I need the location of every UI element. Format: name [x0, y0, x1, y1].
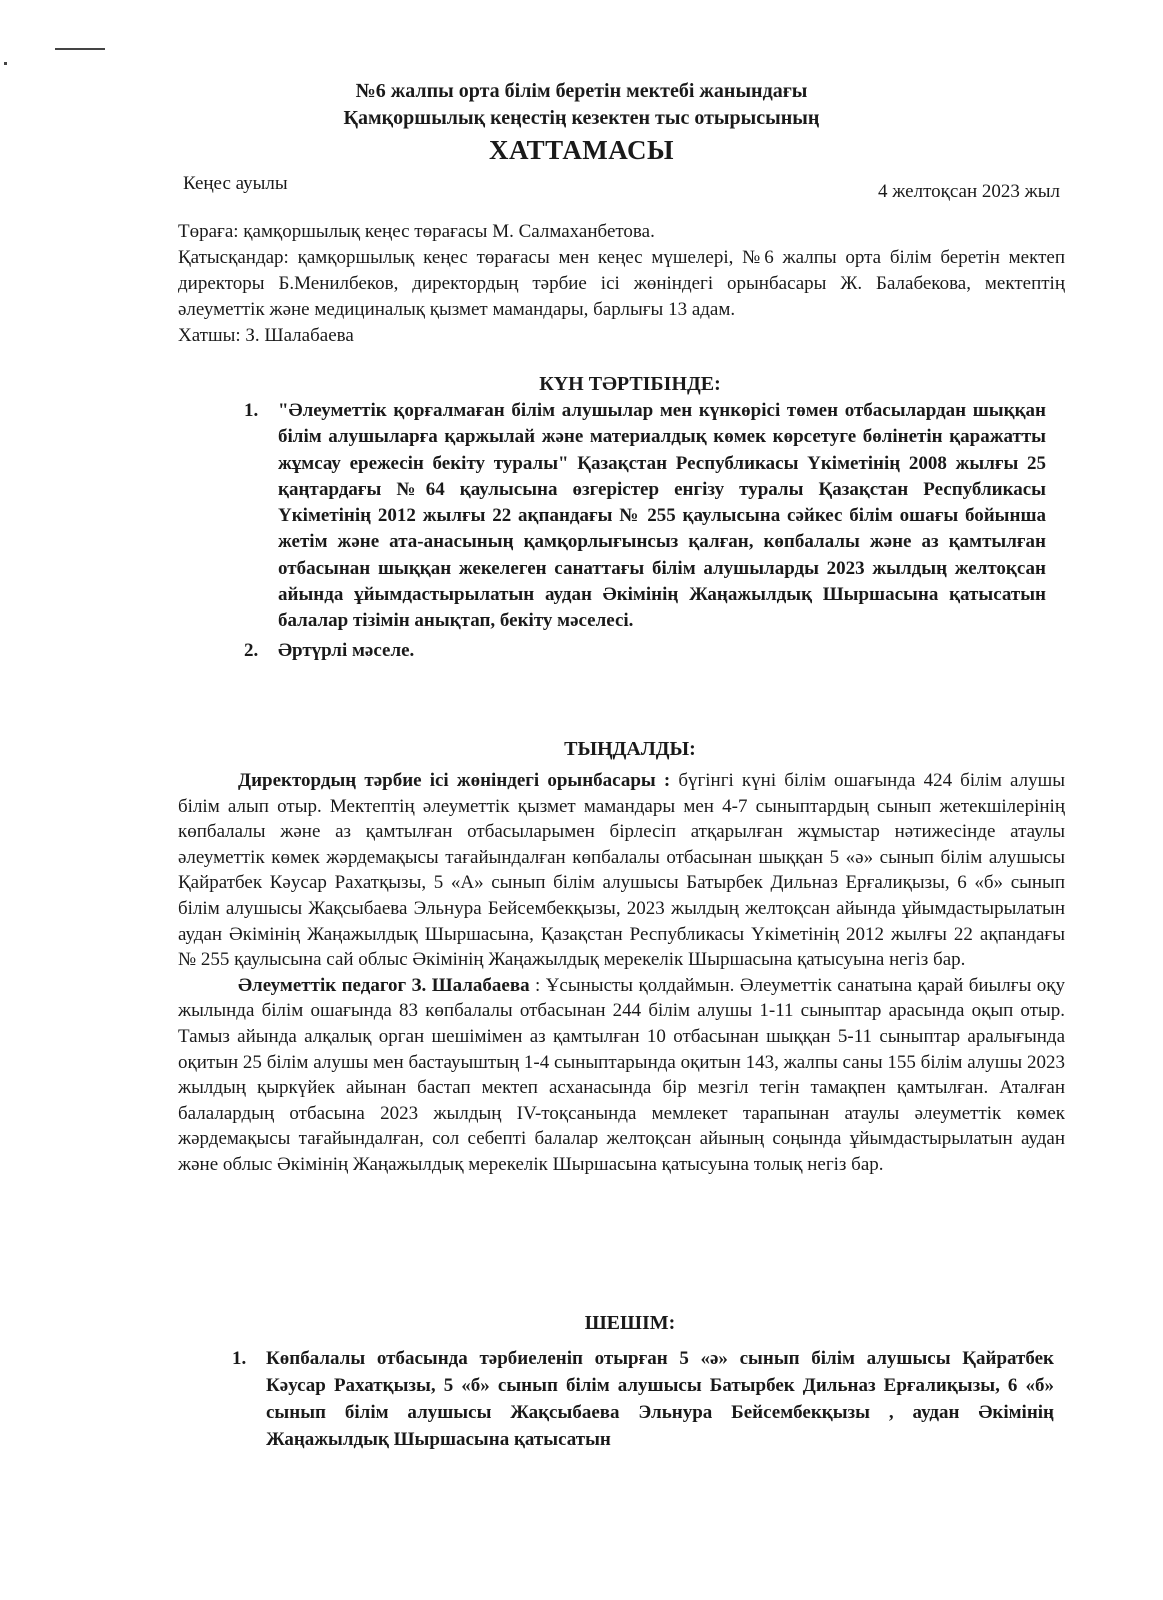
scan-mark-top-left	[55, 48, 105, 50]
meeting-place: Кеңес ауылы	[183, 173, 288, 194]
heard-paragraph-2-text: : Ұсынысты қолдаймын. Әлеуметтік санатына қарай биылғы оқу жылында білім ошағында 83 көпбалалы отбасынан 244 білім алушы 1-11 сыныптар арасында оқып отыр. Тамыз айында алқалық орган шешімімен аз қамтылған 10 отбасынан шыққан 5-11 сыныптар аралығында оқитын 25 білім алушы мен бастауыштың 1-4 сыныптарында оқитын 143, жалпы саны 155 білім алушы 2023 жылдың қыркүйек айынан бастап мектеп асханасында бір мезгіл тегін тамақпен қамтылған. Аталған балалардың отбасына 2023 жылдың IV-тоқсанында мемлекет тарапынан атаулы әлеуметтік көмек жәрдемақысы тағайындалған, сол себепті балалар желтоқсан айының соңында ұйымдастырылатын аудан және облыс Әкімінің Жаңажылдық мерекелік Шыршасына қатысуына толық негіз бар.	[178, 974, 1065, 1175]
meeting-date: 4 желтоқсан 2023 жыл	[878, 181, 1060, 202]
decision-list	[232, 1345, 1054, 1453]
decision-title: ШЕШІМ:	[584, 1312, 676, 1334]
intro-block	[178, 219, 1065, 349]
heard-title: ТЫҢДАЛДЫ:	[564, 738, 696, 760]
secretary-line: Хатшы: З. Шалабаева	[178, 325, 354, 346]
speaker-social-pedagogue: Әлеуметтік педагог З. Шалабаева	[238, 974, 530, 996]
agenda-item-number: 2.	[244, 639, 259, 661]
header-line-1: №6 жалпы орта білім беретін мектебі жанындағы	[355, 80, 808, 102]
document-title: ХАТТАМАСЫ	[489, 135, 674, 165]
heard-paragraph-1	[178, 768, 1065, 973]
agenda-item	[244, 638, 1046, 664]
scan-mark-left-edge	[4, 62, 7, 65]
decision-item	[232, 1345, 1054, 1453]
chair-line: Төраға: қамқоршылық кеңес төрағасы М. Салмаханбетова.	[178, 221, 655, 242]
agenda-item-number: 1.	[244, 400, 259, 421]
agenda-item	[244, 398, 1046, 635]
agenda-item-text: "Әлеуметтік қорғалмаған білім алушылар мен күнкөрісі төмен отбасылардан шыққан білім алушыларға қаржылай және материалдық көмек көрсетуге бөлінетін қаражатты жұмсау ережесін бекіту туралы" Қазақстан Республикасы Үкіметінің 2008 жылғы 25 қаңтардағы №64 қаулысына өзгерістер енгізу туралы Қазақстан Республикасы Үкіметінің 2012 жылғы 22 ақпандағы № 255 қаулысына сәйкес білім ошағы бойынша жетім және ата-анасының қамқорлығынсыз қалған, көпбалалы және аз қамтылған отбасынан шыққан жекелеген санаттағы білім алушыларды 2023 жылдың желтоқсан айында ұйымдастырылатын аудан Әкімінің Жаңажылдық Шыршасына қатысатын балалар тізімін анықтап, бекіту мәселесі.	[278, 400, 1046, 632]
heard-block	[178, 768, 1065, 1178]
speaker-deputy-director: Директордың тәрбие ісі жөніндегі орынбасары :	[238, 770, 671, 791]
heard-paragraph-1-text: бүгінгі күні білім ошағында 424 білім алушы білім алып отыр. Мектептің әлеуметтік қызмет мамандары мен 4-7 сыныптардың сынып жетекшілерінің көпбалалы және аз қамтылған отбасыларымен бірлесіп атқарылған жұмыстар нәтижесінде атаулы әлеуметтік көмек жәрдемақысы тағайындалған көпбалалы отбасынан шыққан 5 «ә» сынып білім алушысы Қайратбек Кәусар Рахатқызы, 5 «А» сынып білім алушысы Батырбек Дильназ Ерғалиқызы, 6 «б» сынып білім алушысы Жақсыбаева Эльнура Бейсембекқызы, 2023 жылдың желтоқсан айында ұйымдастырылатын аудан Әкімінің Жаңажылдық Шыршасына, Қазақстан Республикасы Үкіметінің 2012 жылғы 22 ақпандағы № 255 қаулысына сай облыс Әкімінің Жаңажылдық мерекелік Шыршасына қатысуына негіз бар.	[178, 770, 1066, 971]
document-header	[0, 78, 1163, 168]
agenda-block	[244, 398, 1046, 664]
agenda-item-text: Әртүрлі мәселе.	[278, 639, 415, 661]
decision-item-number: 1.	[232, 1348, 247, 1369]
decision-item-text: Көпбалалы отбасында тәрбиеленіп отырған 5 «ә» сынып білім алушысы Қайратбек Кәусар Рахатқызы, 5 «б» сынып білім алушысы Батырбек Дильназ Ерғалиқызы, 6 «б» сынып білім алушысы Жақсыбаева Эльнура Бейсембекқызы , аудан Әкімінің Жаңажылдық Шыршасына қатысатын	[266, 1348, 1054, 1450]
header-line-2: Қамқоршылық кеңестің кезектен тыс отырысының	[343, 107, 820, 129]
agenda-list	[244, 398, 1046, 664]
heard-paragraph-2	[178, 973, 1065, 1178]
decision-block	[232, 1345, 1054, 1453]
participants-line: Қатысқандар: қамқоршылық кеңес төрағасы мен кеңес мүшелері, №6 жалпы орта білім беретін мектеп директоры Б.Менилбеков, директордың тәрбие ісі жөніндегі орынбасары Ж. Балабекова, мектептің әлеуметтік және медициналық қызмет мамандары, барлығы 13 адам.	[178, 247, 1065, 320]
agenda-title: КҮН ТӘРТІБІНДЕ:	[539, 373, 721, 395]
